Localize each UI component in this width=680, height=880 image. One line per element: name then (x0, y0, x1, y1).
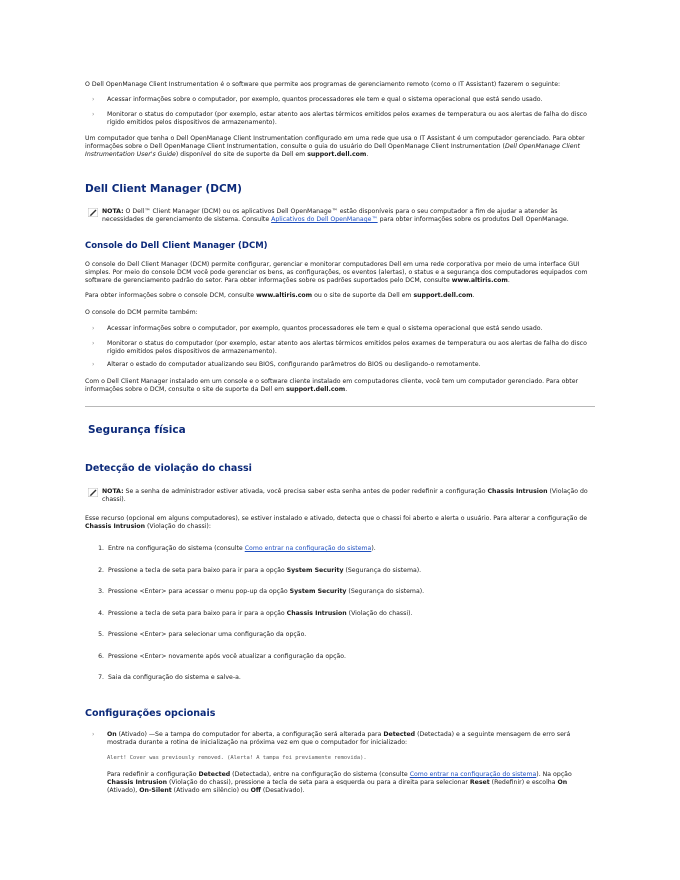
managed-computer-paragraph: Um computador que tenha o Dell OpenManage Client Instrumentation configurado em uma rede que usa o IT Assistant é um computador gerenciado. Para obter informações sobre o Dell OpenManage Client Instrumentation, consulte o guia do usuário do Dell OpenManage Client Instrumentation (Dell OpenManage Client Instrumentation User's Guide) disponível do site de suporte da Dell em support.dell.com. (85, 135, 585, 158)
support-site: support.dell.com (307, 151, 367, 158)
bullet-icon: › (92, 325, 95, 332)
dcm-also-paragraph: O console do DCM permite também: (85, 309, 198, 316)
step-item: 2. Pressione a tecla de seta para baixo para ir para a opção System Security (Segurança do sistema). (88, 567, 588, 575)
bullet-icon: › (92, 361, 95, 368)
list-item-text: Alterar o estado do computador atualizando seu BIOS, configurando parâmetros do BIOS ou desligando-o remotamente. (107, 361, 481, 368)
error-message-code: Alert! Cover was previously removed. (Alerta! A tampa foi previamente removida). (107, 755, 367, 761)
note-label: NOTA: (102, 488, 124, 495)
dcm-closing-paragraph: Com o Dell Client Manager instalado em um console e o software cliente instalado em computadores cliente, você tem um computador gerenciado. Para obter informações sobre o DCM, consulte o site de suporte da Dell em support.dell.com. (85, 378, 579, 393)
step-item: 4. Pressione a tecla de seta para baixo para ir para a opção Chassis Intrusion (Violação do chassi). (88, 610, 588, 618)
bullet-icon: › (92, 111, 95, 118)
bullet-icon: › (92, 96, 95, 103)
step-number: 5. (98, 631, 104, 638)
note-pencil-icon (88, 488, 98, 497)
step-item: 7. Saia da configuração do sistema e salve-a. (88, 674, 588, 682)
list-item-text: Monitorar o status do computador (por exemplo, estar atento aos alertas térmicos emitidos pelos exames de temperatura ou aos alertas de falha do disco rígido emitidos pelos dispositivos de armazenamento). (107, 340, 587, 355)
step-number: 6. (98, 653, 104, 660)
step-number: 2. (98, 567, 104, 574)
intro-paragraph (85, 81, 595, 89)
list-item-text: Acessar informações sobre o computador, por exemplo, quantos processadores ele tem e qual o sistema operacional que está sendo usado. (107, 325, 543, 332)
enter-setup-link[interactable]: Como entrar na configuração do sistema (244, 545, 372, 552)
openmanage-apps-link[interactable]: Aplicativos do Dell OpenManage™ (271, 216, 378, 223)
intro-text: O Dell OpenManage Client Instrumentation é o software que permite aos programas de gerenciamento remoto (como o IT Assistant) fazerem o seguinte: (85, 81, 561, 88)
note-pencil-icon (88, 208, 98, 217)
note-intrusion: NOTA: Se a senha de administrador estiver ativada, você precisa saber esta senha antes de poder redefinir a configuração Chassis Intrusion (Violação do chassi). (88, 488, 593, 504)
note-dcm: NOTA: O Dell™ Client Manager (DCM) ou os aplicativos Dell OpenManage™ estão disponíveis para o seu computador a fim de ajudar a atender às necessidades de gerenciamento de sistema. Consulte Aplicativos do Dell OpenManage™ para obter informações sobre os produtos Dell OpenManage. (88, 208, 593, 224)
step-item: 6. Pressione <Enter> novamente após você atualizar a configuração da opção. (88, 653, 588, 661)
step-number: 4. (98, 610, 104, 617)
bullet-icon: › (92, 731, 95, 738)
note-label: NOTA: (102, 208, 124, 215)
list-item-text: Monitorar o status do computador (por exemplo, estar atento aos alertas térmicos emitidos pelos exames de temperatura ou aos alertas de falha do disco rígido emitidos pelos dispositivos de armazenamento). (107, 111, 587, 126)
list-item: › On (Ativado) —Se a tampa do computador for aberta, a configuração será alterada para Detected (Detectada) e a seguinte mensagem de erro será mostrada durante a rotina de inicialização na próxima vez em que o computador for inicializado: (92, 731, 571, 746)
altiris-site: www.altiris.com (451, 277, 508, 284)
step-number: 7. (98, 674, 104, 681)
enter-setup-link[interactable]: Como entrar na configuração do sistema (409, 771, 537, 778)
support-site: support.dell.com (286, 386, 346, 393)
bullet-icon: › (92, 340, 95, 347)
altiris-site: www.altiris.com (256, 292, 313, 299)
section-heading-security: Segurança física (88, 424, 186, 436)
step-item: 5. Pressione <Enter> para selecionar uma configuração da opção. (88, 631, 588, 639)
intrusion-feature-paragraph: Esse recurso (opcional em alguns computadores), se estiver instalado e ativado, detecta que o chassi foi aberto e alerta o usuário. Para alterar a configuração de Chassis Intrusion (Violação do chassi): (85, 515, 588, 530)
list-item (92, 325, 592, 333)
subsection-heading-intrusion: Detecção de violação do chassi (85, 463, 252, 474)
list-item (92, 340, 592, 356)
section-heading-dcm: Dell Client Manager (DCM) (85, 183, 242, 195)
step-item: 3. Pressione <Enter> para acessar o menu pop-up da opção System Security (Segurança do sistema). (88, 588, 588, 596)
dcm-console-paragraph: O console do Dell Client Manager (DCM) permite configurar, gerenciar e monitorar computadores Dell em uma rede corporativa por meio de uma interface GUI simples. Por meio do console DCM você pode gerenciar os bens, as configurações, os eventos (alertas), o status e a segurança dos computadores equipados com software de gerenciamento padrão do setor. Para obter informações sobre os padrões suportados pelo DCM, consulte www.altiris.com. (85, 261, 588, 284)
step-number: 1. (98, 545, 104, 552)
subsection-heading-options: Configurações opcionais (85, 708, 216, 719)
reset-paragraph: Para redefinir a configuração Detected (Detectada), entre na configuração do sistema (consulte Como entrar na configuração do sistema). Na opção Chassis Intrusion (Violação do chassi), pressione a tecla de seta para a esquerda ou para a direita para selecionar Reset (Redefinir) e escolha On (Ativado), On-Silent (Ativado em silêncio) ou Off (Desativado). (107, 771, 572, 794)
step-number: 3. (98, 588, 104, 595)
support-site: support.dell.com (413, 292, 473, 299)
section-divider (85, 406, 595, 407)
list-item (92, 361, 592, 369)
step-item: 1. Entre na configuração do sistema (consulte Como entrar na configuração do sistema). (88, 545, 588, 553)
list-item-text: Acessar informações sobre o computador, por exemplo, quantos processadores ele tem e qual o sistema operacional que está sendo usado. (107, 96, 543, 103)
guide-title: Dell OpenManage Client Instrumentation User's Guide (85, 143, 580, 158)
list-item (92, 111, 592, 127)
list-item (92, 96, 592, 104)
dcm-info-paragraph: Para obter informações sobre o console DCM, consulte www.altiris.com ou o site de suporte da Dell em support.dell.com. (85, 292, 475, 299)
subsection-heading-dcm-console: Console do Dell Client Manager (DCM) (85, 241, 268, 251)
